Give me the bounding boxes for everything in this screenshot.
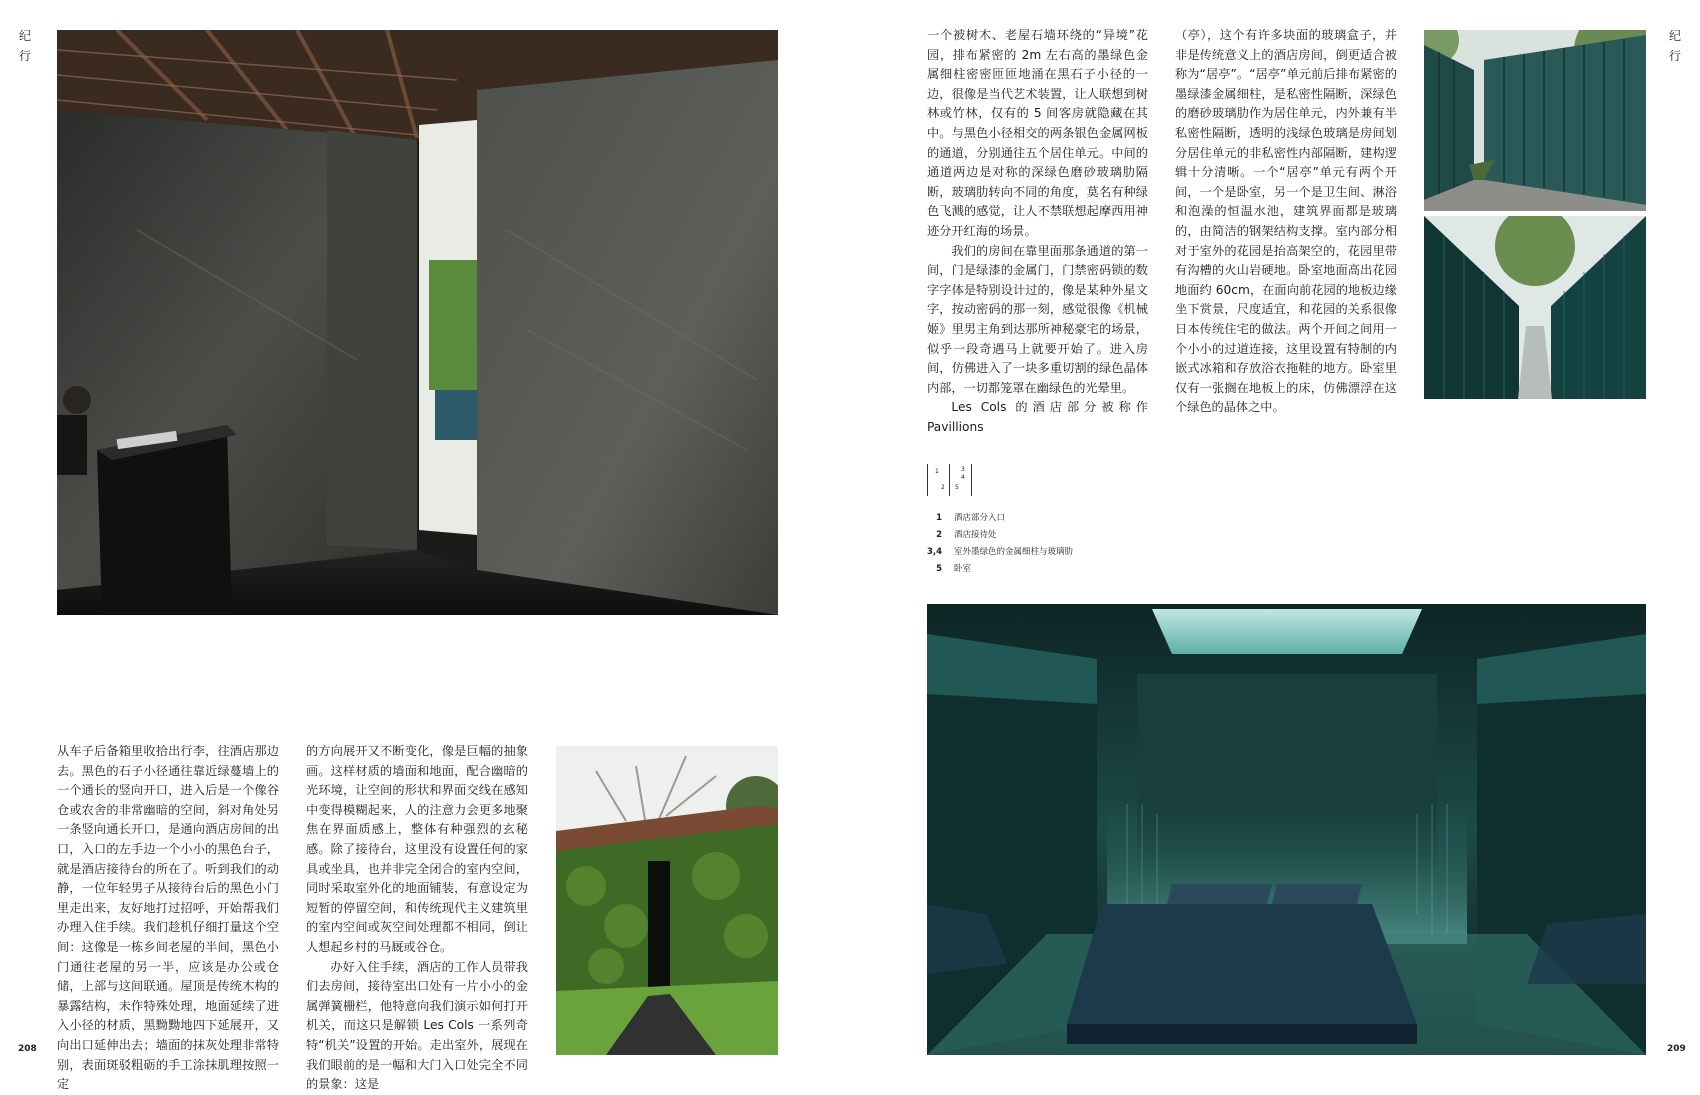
left-page-column-1 <box>57 742 279 1095</box>
caption-text: 酒店部分入口 <box>954 513 1006 523</box>
reception-interior-photo <box>57 30 778 615</box>
diagram-divider <box>949 464 950 496</box>
paragraph: Les Cols 的酒店部分被称作 Pavillions <box>927 400 1148 434</box>
bedroom-photo <box>927 604 1646 1055</box>
caption-number: 2 <box>936 530 942 540</box>
caption-text: 室外墨绿色的金属细柱与玻璃肋 <box>954 547 1074 557</box>
ivy-wall-entrance-photo <box>556 746 778 1055</box>
diagram-divider <box>971 464 972 496</box>
photo-layout-diagram <box>927 464 973 496</box>
diagram-divider <box>927 464 928 496</box>
section-mark-left: 纪 行 <box>18 29 31 63</box>
page-number-right: 209 <box>1667 1044 1686 1054</box>
paragraph: 从车子后备箱里收拾出行李，往酒店那边去。黑色的石子小径通往靠近绿蔓墙上的一个通长的竖向开口，进入后是一个像谷仓或农舍的非常幽暗的空间，斜对角处另一条竖向通长开口，是通向酒店房间的出口，入口的左手边一个小小的黑色台子，就是酒店接待台的所在了。听到我们的动静，一位年轻男子从接待台后的黑色小门里走出来，友好地打过招呼，开始帮我们办理入住手续。我们趁机仔细打量这个空间：这像是一栋乡间老屋的半间，黑色小门通往老屋的另一半，应该是办公或仓储，上部与这间联通。屋顶是传统木构的暴露结构，未作特殊处理，地面延续了进入小径的材质，黑黝黝地四下延展开，又向出口延伸出去；墙面的抹灰处理非常特别，表面斑驳粗砺的手工涂抹肌理按照一定 <box>57 744 279 1092</box>
paragraph: 办好入住手续，酒店的工作人员带我们去房间，接待室出口处有一片小小的金属弹簧栅栏，他特意向我们演示如何打开机关，而这只是解锁 Les Cols 一系列奇特“机关”设置的开始。走出室外，展现在我们眼前的是一幅和大门入口处完全不同的景象：这是 <box>306 959 528 1092</box>
left-page-column-2 <box>306 742 528 1095</box>
caption-row <box>916 544 1156 561</box>
caption-number: 5 <box>936 564 942 574</box>
section-mark-right: 纪 行 <box>1668 29 1681 63</box>
paragraph: （亭），这个有许多块面的玻璃盒子，并非是传统意义上的酒店房间，倒更适合被称为“居亭”。“居亭”单元前后排布紧密的墨绿漆金属细柱，是私密性隔断，深绿色的磨砂玻璃肋作为居住单元，内外兼有半私密性隔断，透明的浅绿色玻璃是房间划分居住单元的非私密性内部隔断，建构逻辑十分清晰。一个“居亭”单元有两个开间，一个是卧室，另一个是卫生间、淋浴和泡澡的恒温水池，建筑界面都是玻璃的，由简洁的钢架结构支撑。室内部分相对于室外的花园是抬高架空的，花园里带有沟槽的火山岩硬地。卧室地面高出花园地面约 60cm，在面向前花园的地板边缘坐下赏景，尺度适宜，和花园的关系很像日本传统住宅的做法。两个开间之间用一个小小的过道连接，这里设置有特制的内嵌式冰箱和存放浴衣拖鞋的地方。卧室里仅有一张搁在地板上的床，仿佛漂浮在这个绿色的晶体之中。 <box>1175 28 1397 415</box>
photo-captions <box>916 510 1156 578</box>
caption-number: 1 <box>936 513 942 523</box>
right-page-column-1 <box>927 26 1148 437</box>
diagram-cell: 3 <box>961 466 965 473</box>
diagram-cell: 5 <box>955 484 959 491</box>
paragraph: 我们的房间在靠里面那条通道的第一间，门是绿漆的金属门，门禁密码锁的数字字体是特别设计过的，像是某种外星文字，按动密码的那一刻，感觉很像《机械姬》里男主角到达那所神秘豪宅的场景，似乎一段奇遇马上就要开始了。进入房间，仿佛进入了一块多重切割的绿色晶体内部，一切都笼罩在幽绿色的光晕里。 <box>927 243 1148 395</box>
caption-row <box>916 510 1156 527</box>
caption-text: 卧室 <box>954 564 972 574</box>
paragraph: 一个被树木、老屋石墙环绕的“异境”花园，排布紧密的 2m 左右高的墨绿色金属细柱密密匝匝地涌在黑石子小径的一边，很像是当代艺术装置，让人联想到树林或竹林，仅有的 5 间客房就隐藏在其中。与黑色小径相交的两条银色金属网板的通道，分别通往五个居住单元。中间的通道两边是对称的深绿色磨砂玻璃肋隔断，玻璃肋转向不同的角度，莫名有种绿色飞溅的感觉，让人不禁联想起摩西用神迹分开红海的场景。 <box>927 28 1148 238</box>
right-page-column-2 <box>1175 26 1397 418</box>
caption-text: 酒店接待处 <box>954 530 997 540</box>
glass-corridor-photo <box>1424 216 1646 399</box>
page-number-left: 208 <box>18 1044 37 1054</box>
caption-number: 3,4 <box>926 547 942 557</box>
paragraph: 的方向展开又不断变化，像是巨幅的抽象画。这样材质的墙面和地面，配合幽暗的光环境，让空间的形状和界面交线在感知中变得模糊起来，人的注意力会更多地聚焦在界面质感上，整体有种强烈的玄秘感。除了接待台，这里没有设置任何的家具或坐具，也并非完全闭合的室内空间，同时采取室外化的地面铺装，有意设定为短暂的停留空间，和传统现代主义建筑里的室内空间或灰空间处理都不相同，倒让人想起乡村的马厩或谷仓。 <box>306 744 528 954</box>
diagram-cell: 1 <box>935 468 939 475</box>
diagram-cell: 2 <box>941 484 945 491</box>
diagram-cell: 4 <box>961 474 965 481</box>
caption-row <box>916 561 1156 578</box>
metal-pillars-courtyard-photo <box>1424 30 1646 211</box>
caption-row <box>916 527 1156 544</box>
